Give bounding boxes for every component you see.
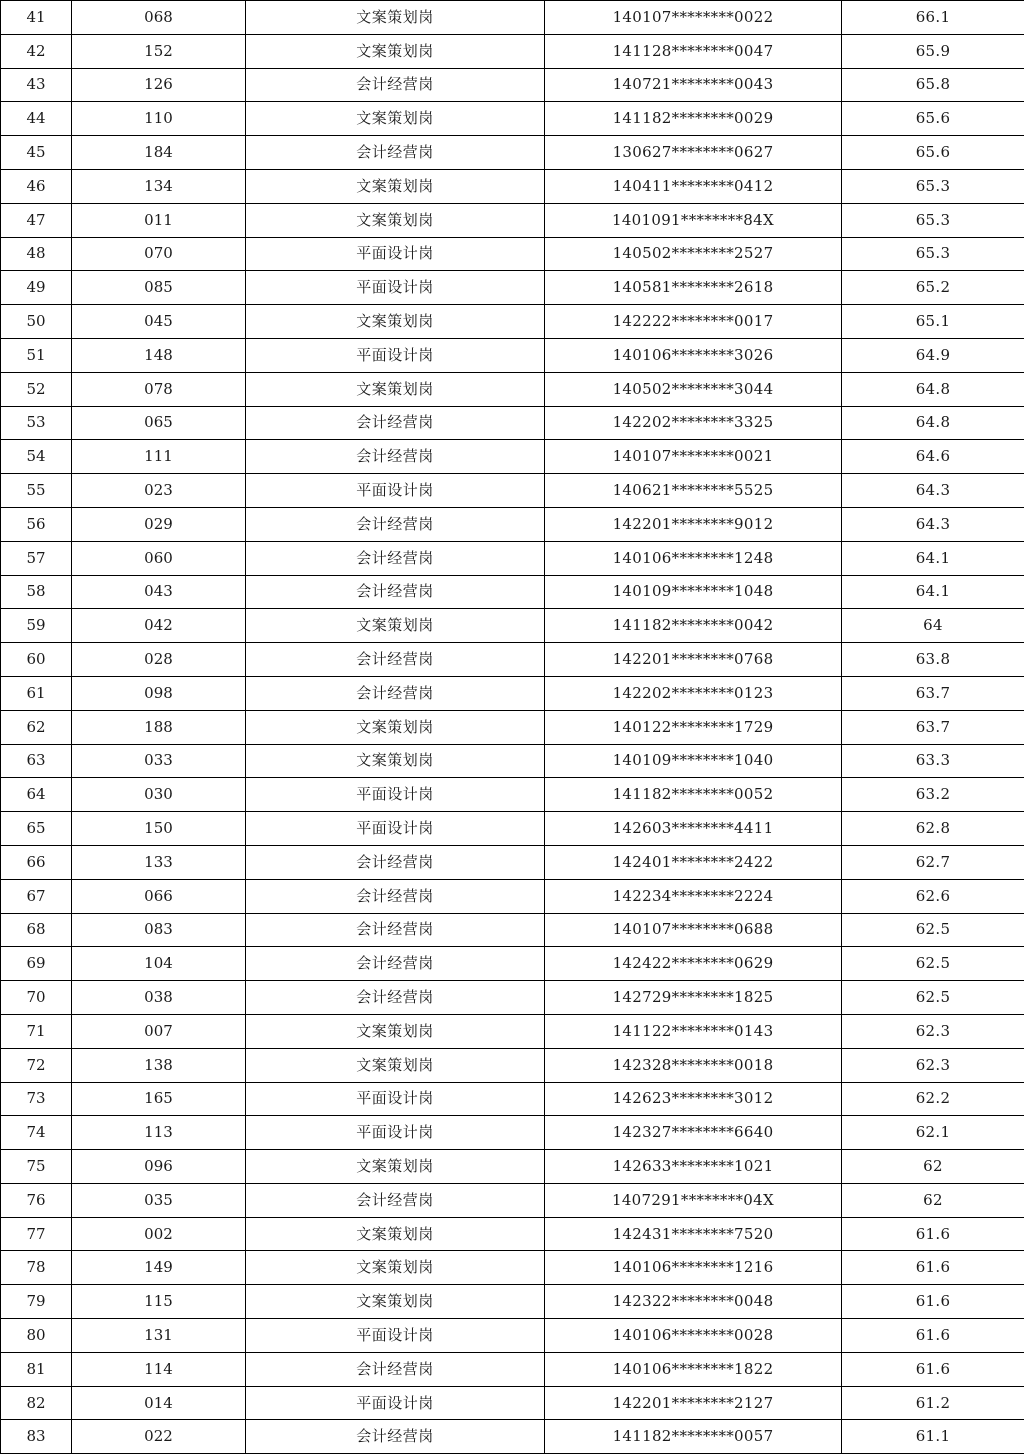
rank-cell: 61 [1,676,72,710]
table-row [1,541,1024,575]
id-number-cell: 140106********1822 [545,1352,842,1386]
rank-cell: 78 [1,1251,72,1285]
id-number-cell: 140107********0022 [545,1,842,35]
id-number-cell: 141182********0029 [545,102,842,136]
exam-number-cell: 038 [72,981,246,1015]
position-cell: 会计经营岗 [246,440,545,474]
exam-number-cell: 028 [72,643,246,677]
score-cell: 64.3 [842,507,1024,541]
score-cell: 64.1 [842,575,1024,609]
table-row [1,710,1024,744]
rank-cell: 54 [1,440,72,474]
position-cell: 会计经营岗 [246,541,545,575]
id-number-cell: 130627********0627 [545,136,842,170]
score-cell: 62.5 [842,947,1024,981]
id-number-cell: 141182********0057 [545,1420,842,1454]
rank-cell: 71 [1,1014,72,1048]
score-cell: 62.5 [842,981,1024,1015]
score-cell: 64.8 [842,372,1024,406]
score-cell: 64.8 [842,406,1024,440]
table-row [1,305,1024,339]
score-cell: 65.8 [842,68,1024,102]
exam-number-cell: 149 [72,1251,246,1285]
score-cell: 61.2 [842,1386,1024,1420]
id-number-cell: 140411********0412 [545,169,842,203]
exam-number-cell: 070 [72,237,246,271]
exam-number-cell: 042 [72,609,246,643]
exam-number-cell: 150 [72,812,246,846]
exam-number-cell: 033 [72,744,246,778]
rank-cell: 67 [1,879,72,913]
rank-cell: 66 [1,845,72,879]
position-cell: 会计经营岗 [246,947,545,981]
rank-cell: 58 [1,575,72,609]
score-cell: 65.2 [842,271,1024,305]
rank-cell: 42 [1,34,72,68]
position-cell: 会计经营岗 [246,845,545,879]
id-number-cell: 142201********9012 [545,507,842,541]
table-row [1,879,1024,913]
id-number-cell: 142322********0048 [545,1285,842,1319]
rank-cell: 64 [1,778,72,812]
exam-number-cell: 043 [72,575,246,609]
score-cell: 61.6 [842,1217,1024,1251]
score-cell: 62 [842,1150,1024,1184]
id-number-cell: 142431********7520 [545,1217,842,1251]
position-cell: 文案策划岗 [246,1285,545,1319]
position-cell: 会计经营岗 [246,643,545,677]
id-number-cell: 140106********1216 [545,1251,842,1285]
table-row [1,1251,1024,1285]
id-number-cell: 140106********1248 [545,541,842,575]
table-row [1,676,1024,710]
id-number-cell: 141128********0047 [545,34,842,68]
position-cell: 会计经营岗 [246,1352,545,1386]
exam-number-cell: 114 [72,1352,246,1386]
rank-cell: 43 [1,68,72,102]
exam-number-cell: 029 [72,507,246,541]
id-number-cell: 140109********1048 [545,575,842,609]
score-cell: 65.6 [842,102,1024,136]
rank-cell: 63 [1,744,72,778]
rank-cell: 50 [1,305,72,339]
rank-cell: 81 [1,1352,72,1386]
score-cell: 62.1 [842,1116,1024,1150]
rank-cell: 53 [1,406,72,440]
id-number-cell: 140107********0021 [545,440,842,474]
id-number-cell: 142202********3325 [545,406,842,440]
id-number-cell: 140122********1729 [545,710,842,744]
exam-number-cell: 045 [72,305,246,339]
id-number-cell: 142623********3012 [545,1082,842,1116]
table-row [1,1082,1024,1116]
position-cell: 文案策划岗 [246,305,545,339]
table-row [1,609,1024,643]
id-number-cell: 140502********2527 [545,237,842,271]
rank-cell: 56 [1,507,72,541]
exam-number-cell: 152 [72,34,246,68]
table-row [1,237,1024,271]
position-cell: 平面设计岗 [246,1319,545,1353]
table-row [1,1116,1024,1150]
rank-cell: 65 [1,812,72,846]
table-row [1,1319,1024,1353]
position-cell: 文案策划岗 [246,372,545,406]
exam-number-cell: 068 [72,1,246,35]
position-cell: 文案策划岗 [246,609,545,643]
table-row [1,169,1024,203]
id-number-cell: 142729********1825 [545,981,842,1015]
table-row [1,913,1024,947]
rank-cell: 51 [1,338,72,372]
position-cell: 会计经营岗 [246,136,545,170]
table-row [1,271,1024,305]
position-cell: 平面设计岗 [246,474,545,508]
exam-number-cell: 096 [72,1150,246,1184]
position-cell: 文案策划岗 [246,203,545,237]
table-row [1,34,1024,68]
id-number-cell: 142202********0123 [545,676,842,710]
exam-number-cell: 014 [72,1386,246,1420]
exam-number-cell: 065 [72,406,246,440]
rank-cell: 80 [1,1319,72,1353]
score-cell: 66.1 [842,1,1024,35]
exam-number-cell: 007 [72,1014,246,1048]
position-cell: 平面设计岗 [246,1386,545,1420]
id-number-cell: 140106********0028 [545,1319,842,1353]
table-row [1,474,1024,508]
rank-cell: 41 [1,1,72,35]
score-cell: 65.6 [842,136,1024,170]
position-cell: 文案策划岗 [246,710,545,744]
rank-cell: 62 [1,710,72,744]
rank-cell: 76 [1,1183,72,1217]
rank-cell: 52 [1,372,72,406]
id-number-cell: 140106********3026 [545,338,842,372]
score-cell: 62.8 [842,812,1024,846]
position-cell: 平面设计岗 [246,271,545,305]
score-cell: 61.6 [842,1251,1024,1285]
table-row [1,507,1024,541]
table-row [1,1183,1024,1217]
rank-cell: 49 [1,271,72,305]
table-row [1,338,1024,372]
position-cell: 会计经营岗 [246,68,545,102]
rank-cell: 47 [1,203,72,237]
id-number-cell: 142422********0629 [545,947,842,981]
exam-number-cell: 098 [72,676,246,710]
score-cell: 61.6 [842,1285,1024,1319]
table-row [1,643,1024,677]
id-number-cell: 140621********5525 [545,474,842,508]
position-cell: 文案策划岗 [246,1,545,35]
score-cell: 65.3 [842,169,1024,203]
position-cell: 会计经营岗 [246,1420,545,1454]
rank-cell: 69 [1,947,72,981]
exam-number-cell: 115 [72,1285,246,1319]
table-row [1,778,1024,812]
table-row [1,1048,1024,1082]
table-row [1,1420,1024,1454]
score-cell: 62.3 [842,1048,1024,1082]
position-cell: 文案策划岗 [246,1048,545,1082]
position-cell: 会计经营岗 [246,913,545,947]
id-number-cell: 140109********1040 [545,744,842,778]
position-cell: 文案策划岗 [246,169,545,203]
table-row [1,1,1024,35]
rank-cell: 55 [1,474,72,508]
rank-cell: 82 [1,1386,72,1420]
position-cell: 文案策划岗 [246,1217,545,1251]
rank-cell: 79 [1,1285,72,1319]
position-cell: 会计经营岗 [246,1183,545,1217]
exam-number-cell: 022 [72,1420,246,1454]
score-cell: 65.3 [842,237,1024,271]
exam-number-cell: 035 [72,1183,246,1217]
rank-cell: 45 [1,136,72,170]
id-number-cell: 1407291********04X [545,1183,842,1217]
score-cell: 62.2 [842,1082,1024,1116]
rank-cell: 73 [1,1082,72,1116]
rank-cell: 60 [1,643,72,677]
exam-number-cell: 148 [72,338,246,372]
rank-cell: 72 [1,1048,72,1082]
table-row [1,68,1024,102]
rank-cell: 57 [1,541,72,575]
id-number-cell: 140502********3044 [545,372,842,406]
position-cell: 文案策划岗 [246,102,545,136]
exam-number-cell: 060 [72,541,246,575]
score-cell: 62.5 [842,913,1024,947]
score-cell: 61.6 [842,1352,1024,1386]
rank-cell: 59 [1,609,72,643]
exam-number-cell: 188 [72,710,246,744]
table-row [1,440,1024,474]
score-cell: 64.1 [842,541,1024,575]
id-number-cell: 142201********2127 [545,1386,842,1420]
exam-number-cell: 134 [72,169,246,203]
table-row [1,102,1024,136]
rank-cell: 75 [1,1150,72,1184]
position-cell: 会计经营岗 [246,879,545,913]
id-number-cell: 140107********0688 [545,913,842,947]
table-row [1,372,1024,406]
score-cell: 64.3 [842,474,1024,508]
table-row [1,1285,1024,1319]
score-cell: 65.9 [842,34,1024,68]
rank-cell: 68 [1,913,72,947]
score-cell: 63.3 [842,744,1024,778]
id-number-cell: 141182********0052 [545,778,842,812]
position-cell: 文案策划岗 [246,744,545,778]
rank-cell: 48 [1,237,72,271]
rank-cell: 46 [1,169,72,203]
table-row [1,812,1024,846]
rank-cell: 83 [1,1420,72,1454]
exam-number-cell: 110 [72,102,246,136]
table-row [1,1150,1024,1184]
id-number-cell: 142201********0768 [545,643,842,677]
exam-number-cell: 165 [72,1082,246,1116]
table-row [1,744,1024,778]
results-table-body [1,1,1024,1454]
exam-number-cell: 066 [72,879,246,913]
score-cell: 62.3 [842,1014,1024,1048]
exam-number-cell: 184 [72,136,246,170]
id-number-cell: 141122********0143 [545,1014,842,1048]
position-cell: 会计经营岗 [246,575,545,609]
position-cell: 会计经营岗 [246,981,545,1015]
position-cell: 会计经营岗 [246,676,545,710]
position-cell: 文案策划岗 [246,34,545,68]
id-number-cell: 141182********0042 [545,609,842,643]
score-cell: 64.9 [842,338,1024,372]
exam-number-cell: 126 [72,68,246,102]
exam-number-cell: 030 [72,778,246,812]
table-row [1,575,1024,609]
rank-cell: 44 [1,102,72,136]
exam-number-cell: 023 [72,474,246,508]
table-row [1,947,1024,981]
position-cell: 会计经营岗 [246,406,545,440]
position-cell: 平面设计岗 [246,778,545,812]
table-row [1,406,1024,440]
exam-number-cell: 131 [72,1319,246,1353]
score-cell: 64.6 [842,440,1024,474]
id-number-cell: 142328********0018 [545,1048,842,1082]
id-number-cell: 140721********0043 [545,68,842,102]
score-cell: 63.2 [842,778,1024,812]
score-cell: 64 [842,609,1024,643]
position-cell: 平面设计岗 [246,1116,545,1150]
exam-number-cell: 002 [72,1217,246,1251]
id-number-cell: 142633********1021 [545,1150,842,1184]
exam-number-cell: 083 [72,913,246,947]
score-cell: 65.1 [842,305,1024,339]
table-row [1,1386,1024,1420]
table-row [1,981,1024,1015]
score-cell: 62.6 [842,879,1024,913]
exam-number-cell: 138 [72,1048,246,1082]
score-cell: 61.6 [842,1319,1024,1353]
score-cell: 62 [842,1183,1024,1217]
exam-number-cell: 133 [72,845,246,879]
id-number-cell: 142401********2422 [545,845,842,879]
exam-number-cell: 078 [72,372,246,406]
rank-cell: 70 [1,981,72,1015]
id-number-cell: 1401091********84X [545,203,842,237]
id-number-cell: 142222********0017 [545,305,842,339]
position-cell: 会计经营岗 [246,507,545,541]
score-cell: 63.7 [842,676,1024,710]
exam-number-cell: 085 [72,271,246,305]
table-row [1,203,1024,237]
rank-cell: 74 [1,1116,72,1150]
score-cell: 63.7 [842,710,1024,744]
id-number-cell: 142327********6640 [545,1116,842,1150]
position-cell: 文案策划岗 [246,1150,545,1184]
id-number-cell: 142234********2224 [545,879,842,913]
position-cell: 文案策划岗 [246,1251,545,1285]
position-cell: 平面设计岗 [246,338,545,372]
score-cell: 65.3 [842,203,1024,237]
table-row [1,1352,1024,1386]
exam-number-cell: 113 [72,1116,246,1150]
position-cell: 平面设计岗 [246,812,545,846]
id-number-cell: 142603********4411 [545,812,842,846]
score-cell: 61.1 [842,1420,1024,1454]
table-row [1,136,1024,170]
score-cell: 62.7 [842,845,1024,879]
table-row [1,1217,1024,1251]
exam-number-cell: 111 [72,440,246,474]
id-number-cell: 140581********2618 [545,271,842,305]
exam-number-cell: 011 [72,203,246,237]
table-row [1,845,1024,879]
exam-number-cell: 104 [72,947,246,981]
position-cell: 平面设计岗 [246,237,545,271]
position-cell: 平面设计岗 [246,1082,545,1116]
table-row [1,1014,1024,1048]
rank-cell: 77 [1,1217,72,1251]
score-cell: 63.8 [842,643,1024,677]
position-cell: 文案策划岗 [246,1014,545,1048]
